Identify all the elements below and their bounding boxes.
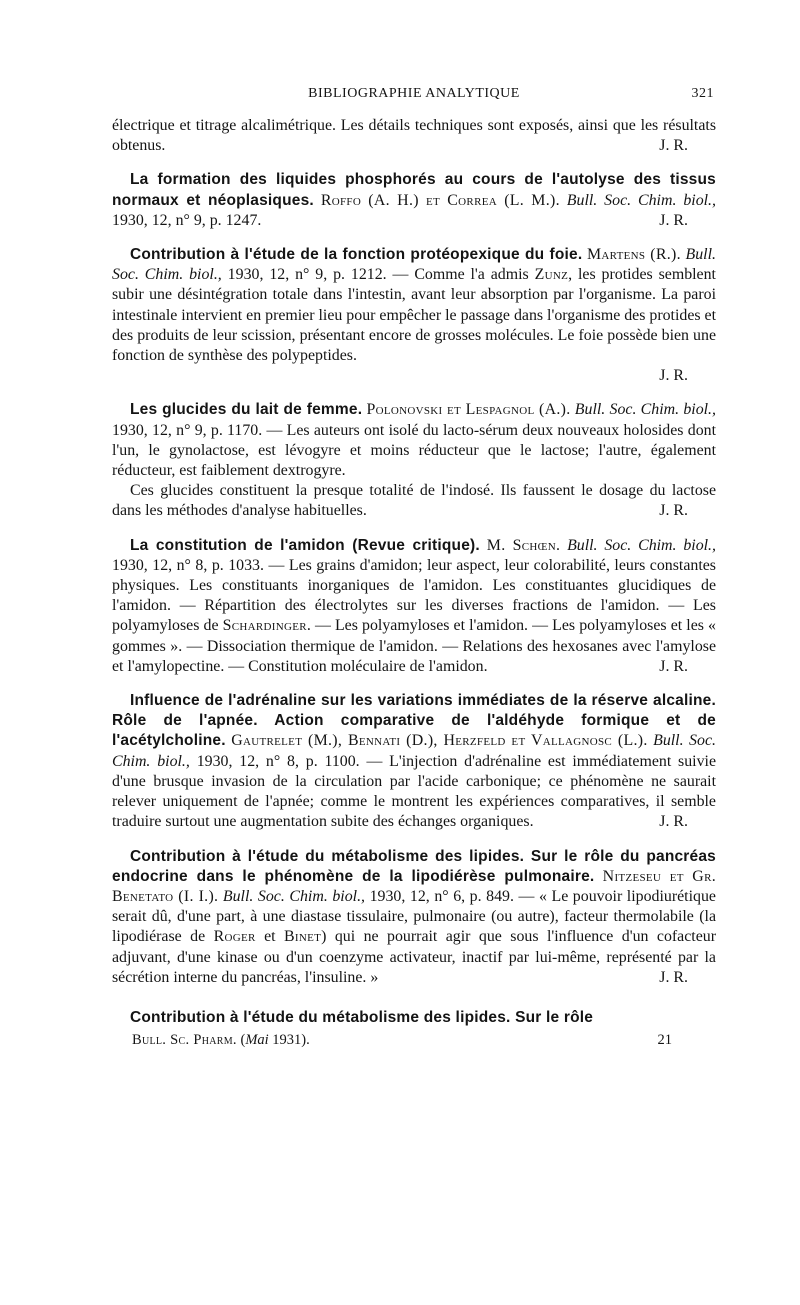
citation: 1930, 12, n° 6, p. 849. <box>369 887 514 905</box>
journal-name: Bull. Soc. Chim. biol., <box>566 191 717 209</box>
abstract-text: — Les auteurs ont isolé du lacto-sérum deux nouveaux holosides dont l'un, le gynolactose, est lévogyre et moins réducteur que le lactose; l'autre, également réducteur, est faiblement dextrogyre. <box>112 421 716 480</box>
entry-title: La constitution de l'amidon (Revue critique). <box>130 536 480 554</box>
entry-authors: Roffo (A. H.) et Correa (L. M.). <box>320 191 560 209</box>
abstract-text: , les protides semblent subir une désintégration totale dans l'intestin, avant leur absorption par l'organisme. La paroi intestinale intervient en premier lieu pour empêcher le passage dans l'organisme des protides et des produits de leur scission, présentant encore de grosses molécules. Le foie possède bien une fonction de synthèse des polypeptides. <box>112 266 717 365</box>
abstract-entry <box>112 400 716 481</box>
entry-title: Contribution à l'étude de la fonction protéopexique du foie. <box>130 246 583 264</box>
footer-date-open: ( <box>240 1032 246 1049</box>
abstract-entry <box>112 170 716 231</box>
cited-author: Schardinger <box>222 617 307 635</box>
carryover-paragraph <box>112 116 716 156</box>
citation: 1930, 12, n° 8, p. 1100. <box>196 752 360 770</box>
journal-name: Bull. Soc. Chim. biol., <box>112 732 716 770</box>
abstract-text: Ces glucides constituent la presque totalité de l'indosé. Ils faussent le dosage du lactose dans les méthodes d'analyse habituelles. <box>112 482 716 520</box>
signature: J. R. <box>659 813 688 831</box>
signature: J. R. <box>659 367 688 385</box>
page-footer <box>112 1030 716 1054</box>
signature: J. R. <box>659 657 688 675</box>
signature: J. R. <box>659 968 688 986</box>
entry-title: Contribution à l'étude du métabolisme des lipides. Sur le rôle <box>130 1008 594 1026</box>
citation: 1930, 12, n° 9, p. 1212. <box>227 266 387 284</box>
signature: J. R. <box>659 211 688 229</box>
journal-name: Bull. Soc. Chim. biol., <box>567 536 716 554</box>
abstract-text: . — Les polyamyloses et l'amidon. — Les polyamyloses et les « gommes ». — Dissociation thermique de l'amidon. — Relations des hexosanes avec l'amylose et l'amylopectine. — Constitution moléculaire de l'amidon. <box>112 617 716 675</box>
signature: J. R. <box>659 502 688 520</box>
abstract-text: — Les grains d'amidon; leur aspect, leur colorabilité, leurs constantes physiques. Les constituants inorganiques de l'amidon. Les constituantes glucidiques de l'amidon. — Répartition des électrolytes sur les diverses fractions de l'amidon. — Les polyamyloses de <box>112 556 716 635</box>
citation: 1930, 12, n° 9, p. 1247. <box>112 211 262 229</box>
abstract-entry <box>112 847 716 988</box>
entry-title: Contribution à l'étude du métabolisme des lipides. Sur le rôle du pancréas endocrine dans le phénomène de la lipodiérèse pulmonaire. <box>112 847 716 885</box>
cited-author: Binet <box>283 928 322 946</box>
next-entry-title <box>112 1008 716 1028</box>
abstract-paragraph <box>112 481 716 521</box>
abstract-text: — « Le pouvoir lipodiurétique serait dû, d'une part, à une diastase tissulaire, pulmonaire (ou autre), facteur thermolabile (la lipodiérase de <box>112 887 716 946</box>
abstract-entry <box>112 245 716 366</box>
entry-title: La formation des liquides phosphorés au cours de l'autolyse des tissus normaux et néoplasiques. <box>112 171 716 209</box>
entry-authors: Polonovski et Lespagnol (A.). <box>366 401 571 419</box>
entry-title: Influence de l'adrénaline sur les variations immédiates de la réserve alcaline. Rôle de l'apnée. Action comparative de l'aldéhyde formique et de l'acétylcholine. <box>112 692 716 750</box>
footer-journal-name: Bull. Sc. Pharm. <box>132 1032 237 1049</box>
page-number: 321 <box>691 86 714 101</box>
page <box>112 82 716 1054</box>
abstract-entry <box>112 691 716 832</box>
journal-name: Bull. Soc. Chim. biol., <box>112 246 716 284</box>
abstract-text: — Comme l'a admis <box>392 266 529 284</box>
entry-authors: Martens (R.). <box>586 246 681 264</box>
conjunction: et <box>264 928 276 946</box>
abstract-entry <box>112 536 716 677</box>
journal-name: Bull. Soc. Chim. biol., <box>574 401 716 419</box>
entry-authors: M. Schœn. <box>486 536 561 554</box>
footer-date-close: 1931). <box>272 1032 310 1049</box>
journal-name: Bull. Soc. Chim. biol., <box>222 887 366 905</box>
abstract-text: ) qui ne pourrait agir que sous l'influence d'un cofacteur adjuvant, d'une kinase ou d'un coenzyme activateur, inactif par lui-même, représenté par la sécrétion interne du pancréas, l'insuline. » <box>112 928 716 986</box>
running-title: BIBLIOGRAPHIE ANALYTIQUE <box>308 86 520 101</box>
entry-authors: Gautrelet (M.), Bennati (D.), Herzfeld et Vallagnosc (L.). <box>231 732 648 750</box>
citation: 1930, 12, n° 9, p. 1170. <box>112 421 263 439</box>
cited-author: Roger <box>213 928 256 946</box>
footer-sheet-number: 21 <box>657 1032 672 1049</box>
entry-authors: Nitzeseu et Gr. Benetato (I. I.). <box>112 867 716 905</box>
signature: J. R. <box>659 137 688 155</box>
entry-title: Les glucides du lait de femme. <box>130 401 363 419</box>
carryover-text: électrique et titrage alcalimétrique. Les détails techniques sont exposés, ainsi que les résultats obtenus. <box>112 117 716 155</box>
cited-author: Zunz <box>534 266 569 284</box>
footer-journal <box>132 1032 310 1049</box>
running-head <box>112 82 716 106</box>
footer-month: Mai <box>245 1032 269 1049</box>
citation: 1930, 12, n° 8, p. 1033. <box>112 556 264 574</box>
abstract-text: — L'injection d'adrénaline est immédiatement suivie d'une brusque invasion de la circulation par l'acide carbonique; ce phénomène ne saurait relever uniquement de l'apnée; comme le montrent les expériences comparatives, il semble traduire surtout une augmentation subite des échanges organiques. <box>112 752 716 831</box>
signature-line <box>112 366 688 386</box>
